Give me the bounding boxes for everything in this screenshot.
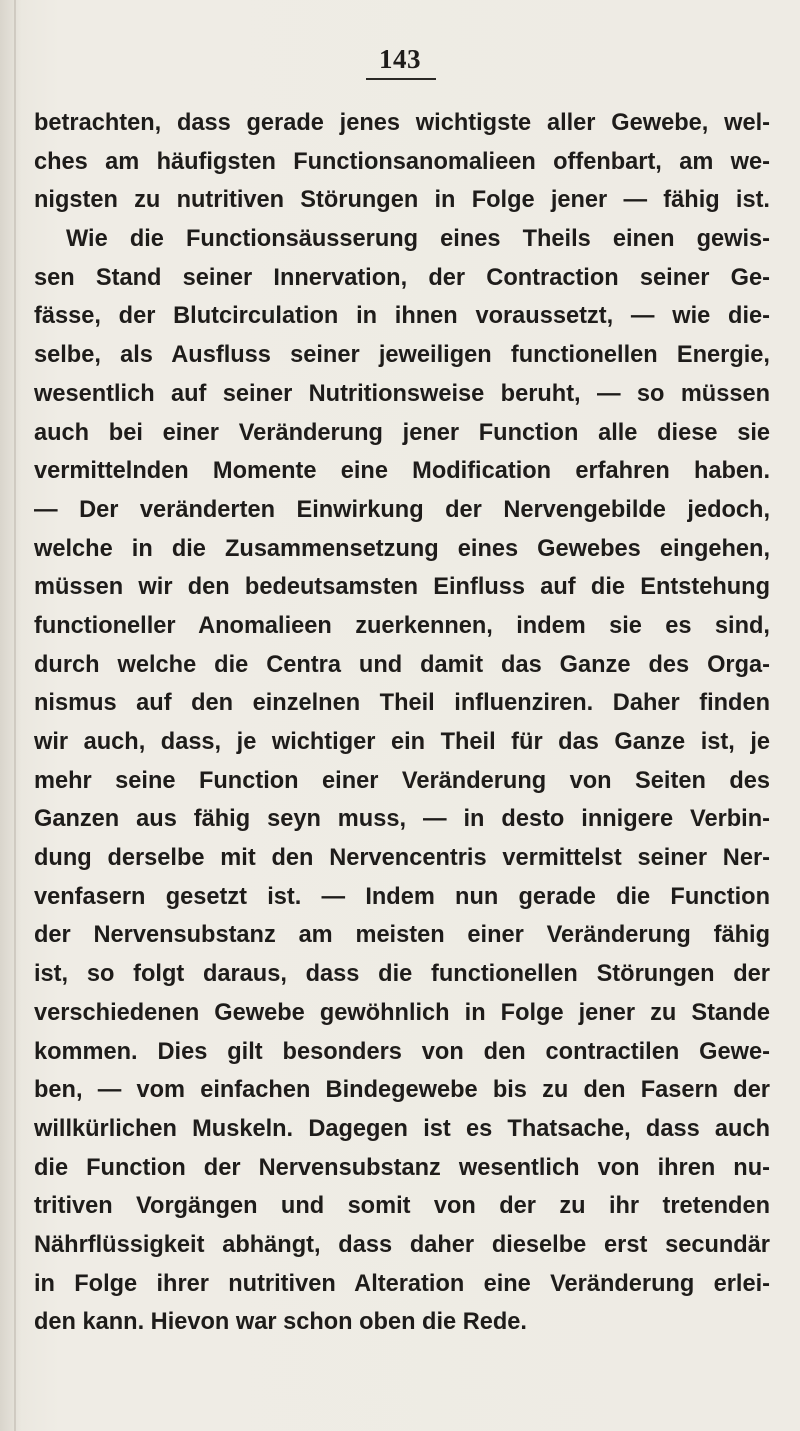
text-line: ist, so folgt daraus, dass die functionellen Störungen der [34,961,770,988]
text-line: selbe, als Ausfluss seiner jeweiligen functionellen Energie, [34,342,770,369]
text-line: die Function der Nervensubstanz wesentlich von ihren nu- [34,1154,770,1181]
text-line: den kann. Hievon war schon oben die Rede. [34,1309,527,1336]
text-line: in Folge ihrer nutritiven Alteration eine Veränderung erlei- [34,1270,770,1297]
page-number-underline [366,78,436,80]
text-line: durch welche die Centra und damit das Ganze des Orga- [34,651,770,678]
text-line: nismus auf den einzelnen Theil influenziren. Daher finden [34,690,770,717]
text-line: nigsten zu nutritiven Störungen in Folge jener — fähig ist. [34,187,770,214]
text-line: functioneller Anomalieen zuerkennen, indem sie es sind, [34,612,770,639]
text-line: Nährflüssigkeit abhängt, dass daher dieselbe erst secundär [34,1231,770,1258]
page-number: 143 [379,44,421,74]
text-line: betrachten, dass gerade jenes wichtigste aller Gewebe, wel- [34,110,770,136]
text-line: verschiedenen Gewebe gewöhnlich in Folge jener zu Stande [34,999,770,1026]
text-line: müssen wir den bedeutsamsten Einfluss auf die Entstehung [34,574,770,601]
body-text [34,104,770,1342]
text-line: dung derselbe mit den Nervencentris vermittelst seiner Ner- [34,845,770,872]
text-line: wir auch, dass, je wichtiger ein Theil für das Ganze ist, je [34,729,770,755]
page-gutter-edge [14,0,16,1431]
text-line: tritiven Vorgängen und somit von der zu ihr tretenden [34,1193,770,1220]
text-line: Ganzen aus fähig seyn muss, — in desto innigere Verbin- [34,806,770,833]
text-line: venfasern gesetzt ist. — Indem nun gerade die Function [34,883,770,910]
text-line: der Nervensubstanz am meisten einer Veränderung fähig [34,922,770,949]
text-line: vermittelnden Momente eine Modification erfahren haben. [34,458,770,485]
text-line: auch bei einer Veränderung jener Function alle diese sie [34,419,770,446]
text-line: sen Stand seiner Innervation, der Contraction seiner Ge- [34,264,770,291]
text-line: — Der veränderten Einwirkung der Nervengebilde jedoch, [34,496,770,523]
text-line: ben, — vom einfachen Bindegewebe bis zu den Fasern der [34,1077,770,1104]
text-line: wesentlich auf seiner Nutritionsweise beruht, — so müssen [34,380,770,407]
text-line: willkürlichen Muskeln. Dagegen ist es Thatsache, dass auch [34,1115,770,1142]
text-line: ches am häufigsten Functionsanomalieen offenbart, am we- [34,148,770,175]
text-line: kommen. Dies gilt besonders von den contractilen Gewe- [34,1038,770,1065]
text-line: fässe, der Blutcirculation in ihnen voraussetzt, — wie die- [34,303,770,330]
text-line: Wie die Functionsäusserung eines Theils einen gewis- [66,226,770,253]
text-line: mehr seine Function einer Veränderung von Seiten des [34,767,770,794]
text-line: welche in die Zusammensetzung eines Gewebes eingehen, [34,535,770,562]
